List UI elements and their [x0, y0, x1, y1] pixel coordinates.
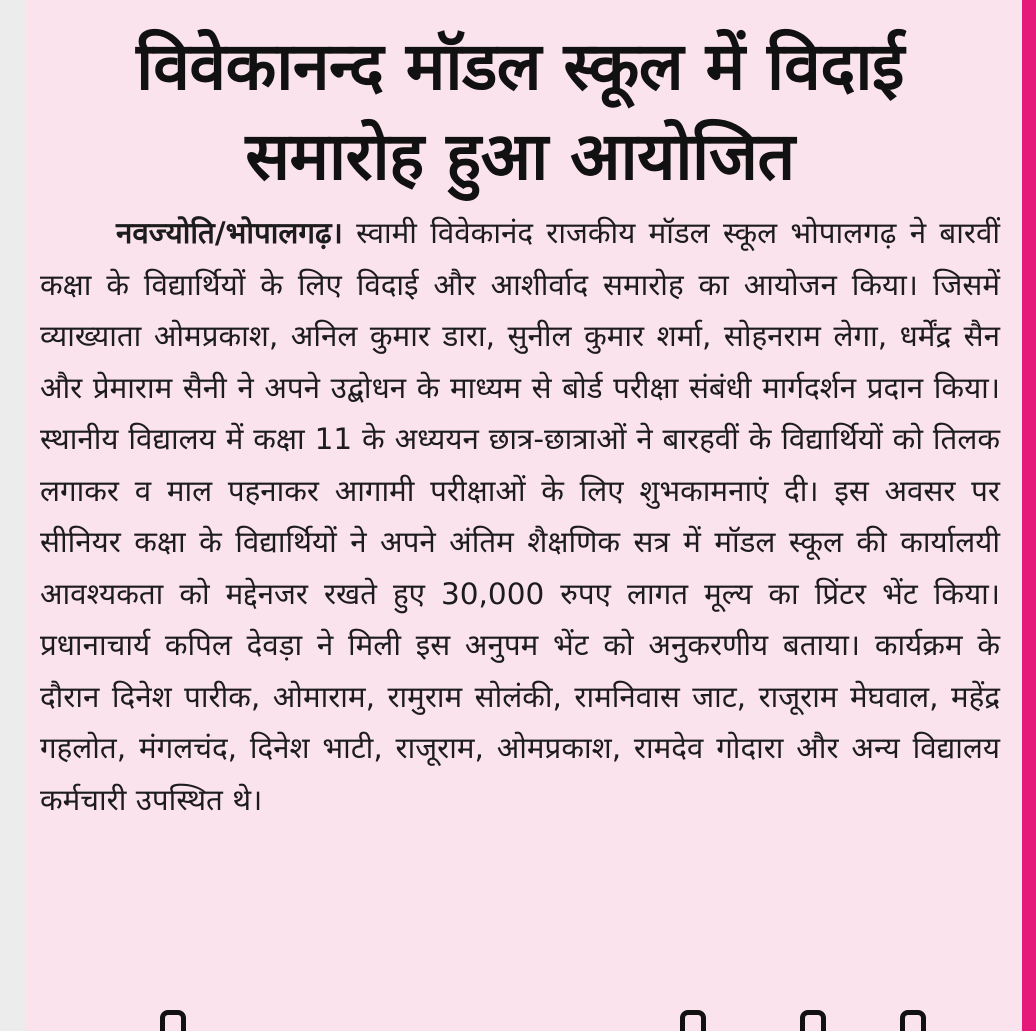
- cutoff-glyph: [680, 1010, 706, 1031]
- cutoff-glyph: [160, 1010, 186, 1031]
- headline-line-1: विवेकानन्द मॉडल स्कूल में विदाई: [136, 28, 904, 105]
- page-margin-strip: [0, 0, 26, 1031]
- news-article: [40, 22, 1000, 826]
- cutoff-glyph: [800, 1010, 826, 1031]
- accent-column-bar: [1022, 0, 1036, 1031]
- cutoff-glyph: [900, 1010, 926, 1031]
- headline: [40, 22, 1000, 202]
- dateline: नवज्योति/भोपालगढ़।: [116, 216, 343, 250]
- next-headline-cutoff: [40, 1006, 1000, 1031]
- headline-line-2: समारोह हुआ आयोजित: [245, 118, 795, 195]
- article-body: [40, 208, 1000, 826]
- article-body-text: स्वामी विवेकानंद राजकीय मॉडल स्कूल भोपालगढ़ ने बारवीं कक्षा के विद्यार्थियों के लिए विदाई और आशीर्वाद समारोह का आयोजन किया। जिसमें व्याख्याता ओमप्रकाश, अनिल कुमार डारा, सुनील कुमार शर्मा, सोहनराम लेगा, धर्मेंद्र सैन और प्रेमाराम सैनी ने अपने उद्बोधन के माध्यम से बोर्ड परीक्षा संबंधी मार्गदर्शन प्रदान किया। स्थानीय विद्यालय में कक्षा 11 के अध्ययन छात्र-छात्राओं ने बारहवीं के विद्यार्थियों को तिलक लगाकर व माल पहनाकर आगामी परीक्षाओं के लिए शुभकामनाएं दी। इस अवसर पर सीनियर कक्षा के विद्यार्थियों ने अपने अंतिम शैक्षणिक सत्र में मॉडल स्कूल की कार्यालयी आवश्यकता को मद्देनजर रखते हुए 30,000 रुपए लागत मूल्य का प्रिंटर भेंट किया। प्रधानाचार्य कपिल देवड़ा ने मिली इस अनुपम भेंट को अनुकरणीय बताया। कार्यक्रम के दौरान दिनेश पारीक, ओमाराम, रामुराम सोलंकी, रामनिवास जाट, राजूराम मेघवाल, महेंद्र गहलोत, मंगलचंद, दिनेश भाटी, राजूराम, ओमप्रकाश, रामदेव गोदारा और अन्य विद्यालय कर्मचारी उपस्थित थे।: [40, 216, 1000, 817]
